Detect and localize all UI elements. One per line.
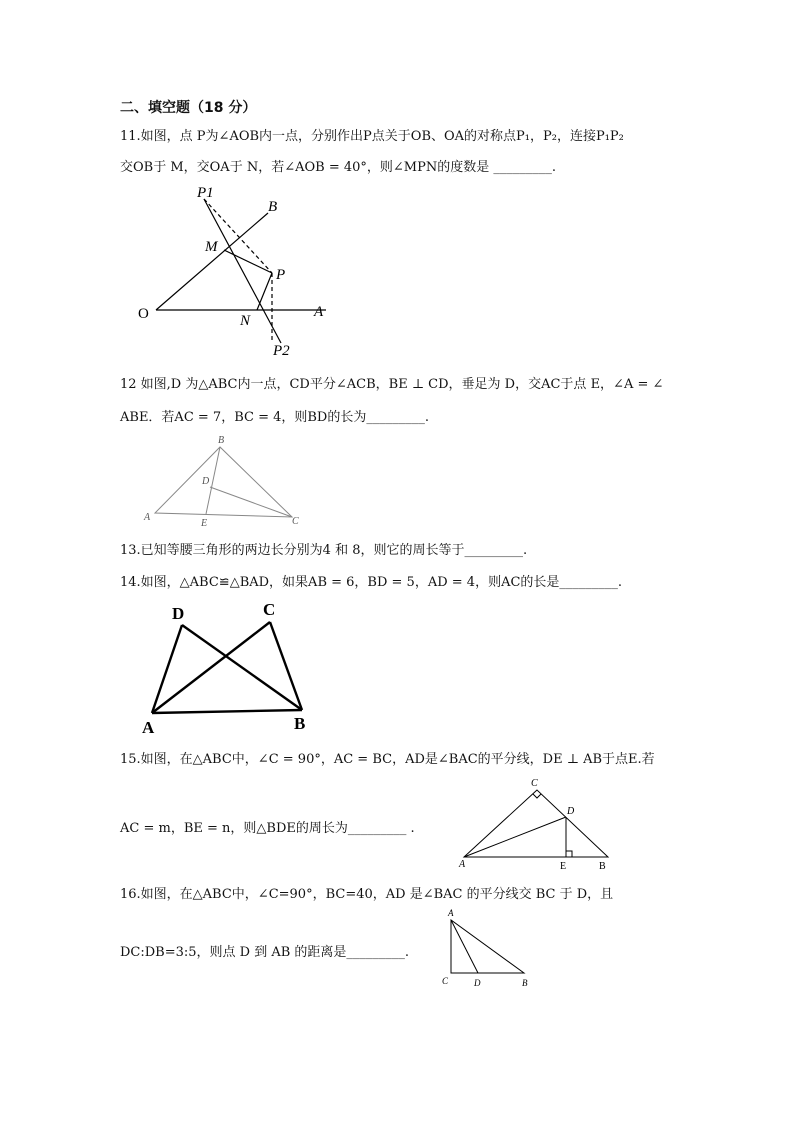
q12-line1: 12 如图,D 为△ABC内一点，CD平分∠ACB，BE ⊥ CD，垂足为 D，交AC于点 E，∠A = ∠ — [120, 377, 664, 392]
label-d: D — [202, 476, 210, 487]
label-a: A — [314, 304, 324, 320]
label-o: O — [138, 306, 149, 322]
label-m: M — [205, 239, 218, 255]
q14-text: 14.如图，△ABC≌△BAD，如果AB = 6，BD = 5，AD = 4，则AC的长是_________. — [120, 575, 623, 590]
q16-line1: 16.如图，在△ABC中，∠C=90°，BC=40，AD 是∠BAC 的平分线交 BC 于 D，且 — [120, 887, 614, 902]
label-c: C — [442, 976, 449, 986]
label-d: D — [474, 978, 481, 988]
label-p: P — [276, 267, 286, 283]
label-b: B — [599, 861, 606, 872]
segment-ad — [451, 920, 478, 973]
label-b: B — [268, 199, 278, 215]
label-b: B — [522, 978, 528, 988]
label-b: B — [294, 714, 306, 733]
q16-line2: DC:DB=3:5，则点 D 到 AB 的距离是_________. — [120, 945, 410, 960]
label-a: A — [144, 512, 151, 523]
q11-line2: 交OB于 M，交OA于 N，若∠AOB = 40°，则∠MPN的度数是 _________. — [120, 160, 556, 175]
label-a: A — [448, 908, 454, 918]
label-p1: P1 — [197, 185, 214, 201]
label-d: D — [172, 604, 185, 623]
q13-text: 13.已知等腰三角形的两边长分别为4 和 8，则它的周长等于_________. — [120, 543, 528, 558]
label-c: C — [292, 516, 299, 527]
label-n: N — [240, 313, 251, 329]
label-a: A — [459, 859, 466, 870]
label-c: C — [263, 600, 276, 619]
triangle-abc — [451, 920, 524, 973]
q12-line2: ABE．若AC = 7，BC = 4，则BD的长为_________. — [120, 410, 429, 425]
label-a: A — [142, 718, 155, 737]
section-title: 二、填空题（18 分） — [120, 100, 257, 116]
label-p2: P2 — [273, 343, 290, 359]
label-e: E — [560, 861, 567, 872]
q11-line1: 11.如图，点 P为∠AOB内一点，分别作出P点关于OB、OA的对称点P₁，P₂，连接P₁P₂ — [120, 129, 624, 144]
label-c: C — [531, 778, 538, 789]
q15-line2: AC = m，BE = n，则△BDE的周长为_________ . — [120, 821, 415, 836]
label-d: D — [567, 806, 575, 817]
label-e: E — [201, 518, 208, 529]
q15-line1: 15.如图，在△ABC中，∠C = 90°，AC = BC，AD是∠BAC的平分线，DE ⊥ AB于点E.若 — [120, 752, 655, 767]
label-b: B — [218, 435, 225, 446]
